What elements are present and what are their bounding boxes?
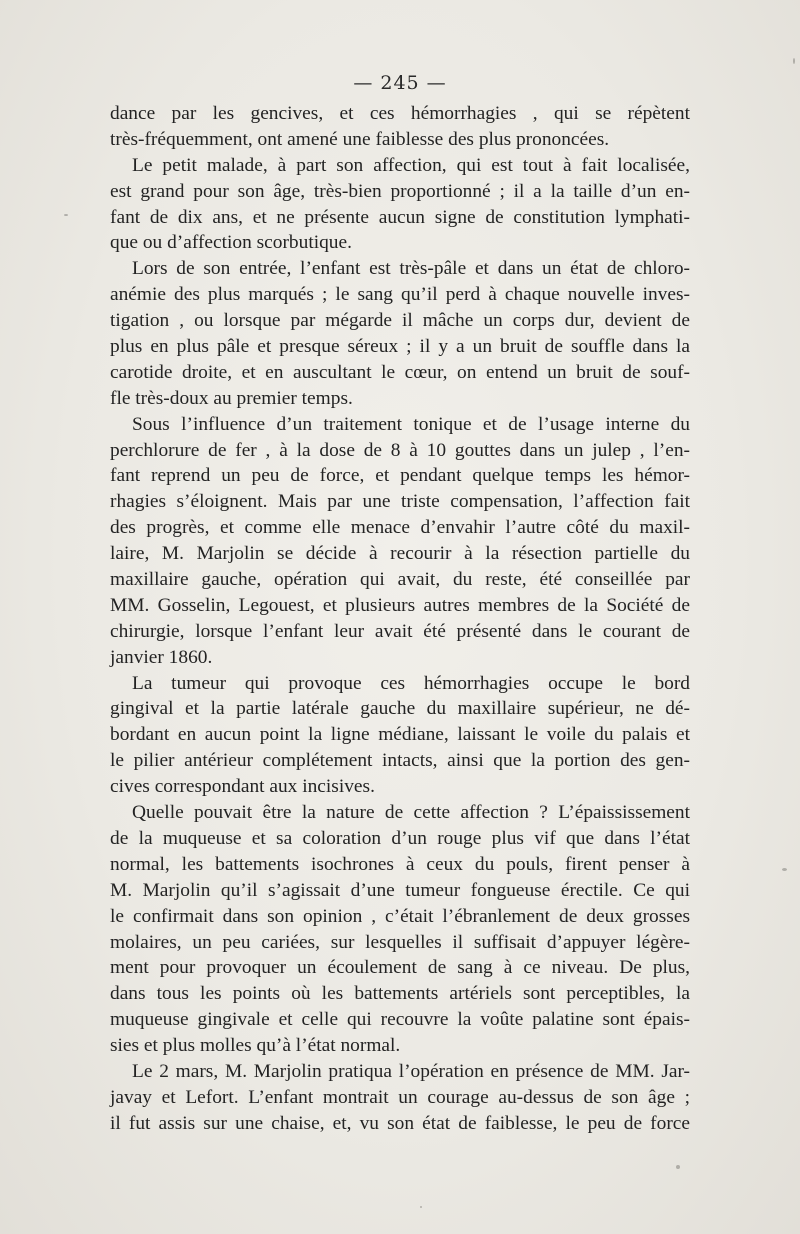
print-speck [64, 214, 68, 216]
text-line: Lors de son entrée, l’enfant est très-pâle et dans un état de chloro- [132, 258, 690, 280]
print-speck [420, 1206, 422, 1208]
text-line: tigation , ou lorsque par mégarde il mâche un corps dur, devient de [110, 310, 690, 332]
text-line: est grand pour son âge, très-bien proportionné ; il a la taille d’un en- [110, 180, 690, 202]
text-line: des progrès, et comme elle menace d’envahir l’autre côté du maxil- [110, 517, 690, 539]
text-line: le pilier antérieur complétement intacts, ainsi que la portion des gen- [110, 750, 690, 772]
paragraph [110, 101, 690, 153]
text-line: anémie des plus marqués ; le sang qu’il perd à chaque nouvelle inves- [110, 284, 690, 306]
text-line: muqueuse gingivale et celle qui recouvre la voûte palatine sont épais- [110, 1009, 690, 1031]
text-line: fant reprend un peu de force, et pendant quelque temps les hémor- [110, 465, 690, 487]
text-line: Quelle pouvait être la nature de cette affection ? L’épaississement [132, 802, 690, 824]
text-line: maxillaire gauche, opération qui avait, du reste, été conseillée par [110, 569, 690, 591]
text-line: janvier 1860. [110, 646, 213, 668]
text-line: fant de dix ans, et ne présente aucun signe de constitution lymphati- [110, 206, 690, 228]
text-line: fle très-doux au premier temps. [110, 387, 353, 409]
text-line: le confirmait dans son opinion , c’était l’ébranlement de deux grosses [110, 905, 690, 927]
text-line: bordant en aucun point la ligne médiane, laissant le voile du palais et [110, 724, 690, 746]
text-line: chirurgie, lorsque l’enfant leur avait été présenté dans le courant de [110, 620, 690, 642]
text-line: plus en plus pâle et presque séreux ; il y a un bruit de souffle dans la [110, 336, 690, 358]
text-line: normal, les battements isochrones à ceux du pouls, firent penser à [110, 853, 690, 875]
text-line: ment pour provoquer un écoulement de sang à ce niveau. De plus, [110, 957, 690, 979]
body-text [110, 101, 690, 1137]
page-number: — 245 — [353, 72, 447, 94]
text-line: dans tous les points où les battements artériels sont perceptibles, la [110, 983, 690, 1005]
text-line: javay et Lefort. L’enfant montrait un courage au-dessus de son âge ; [110, 1086, 690, 1108]
text-line: molaires, un peu cariées, sur lesquelles il suffisait d’appuyer légère- [110, 931, 690, 953]
text-line: sies et plus molles qu’à l’état normal. [110, 1035, 401, 1057]
text-line: de la muqueuse et sa coloration d’un rouge plus vif que dans l’état [110, 827, 690, 849]
paragraph [110, 412, 690, 671]
text-line: MM. Gosselin, Legouest, et plusieurs autres membres de la Société de [110, 594, 690, 616]
text-line: rhagies s’éloignent. Mais par une triste compensation, l’affection fait [110, 491, 690, 513]
print-speck [782, 868, 787, 871]
text-line: carotide droite, et en auscultant le cœur, on entend un bruit de souf- [110, 361, 690, 383]
paragraph [110, 153, 690, 257]
print-speck [676, 1165, 680, 1169]
text-line: gingival et la partie latérale gauche du maxillaire supérieur, ne dé- [110, 698, 690, 720]
text-line: La tumeur qui provoque ces hémorrhagies occupe le bord [132, 672, 690, 694]
text-line: laire, M. Marjolin se décide à recourir à la résection partielle du [110, 543, 690, 565]
text-line: perchlorure de fer , à la dose de 8 à 10 gouttes dans un julep , l’en- [110, 439, 690, 461]
text-line: Le 2 mars, M. Marjolin pratiqua l’opération en présence de MM. Jar- [132, 1060, 690, 1082]
text-line: M. Marjolin qu’il s’agissait d’une tumeur fongueuse érectile. Ce qui [110, 879, 690, 901]
paragraph [110, 256, 690, 411]
text-line: très-fréquemment, ont amené une faiblesse des plus prononcées. [110, 128, 610, 150]
paragraph [110, 671, 690, 800]
text-line: il fut assis sur une chaise, et, vu son état de faiblesse, le peu de force [110, 1112, 690, 1134]
text-line: Le petit malade, à part son affection, qui est tout à fait localisée, [132, 154, 690, 176]
text-line: Sous l’influence d’un traitement tonique et de l’usage interne du [132, 413, 690, 435]
paragraph [110, 800, 690, 1059]
text-line: que ou d’affection scorbutique. [110, 232, 352, 254]
print-speck [793, 58, 795, 64]
text-line: cives correspondant aux incisives. [110, 776, 375, 798]
paragraph [110, 1059, 690, 1137]
text-line: dance par les gencives, et ces hémorrhagies , qui se répètent [110, 103, 690, 124]
